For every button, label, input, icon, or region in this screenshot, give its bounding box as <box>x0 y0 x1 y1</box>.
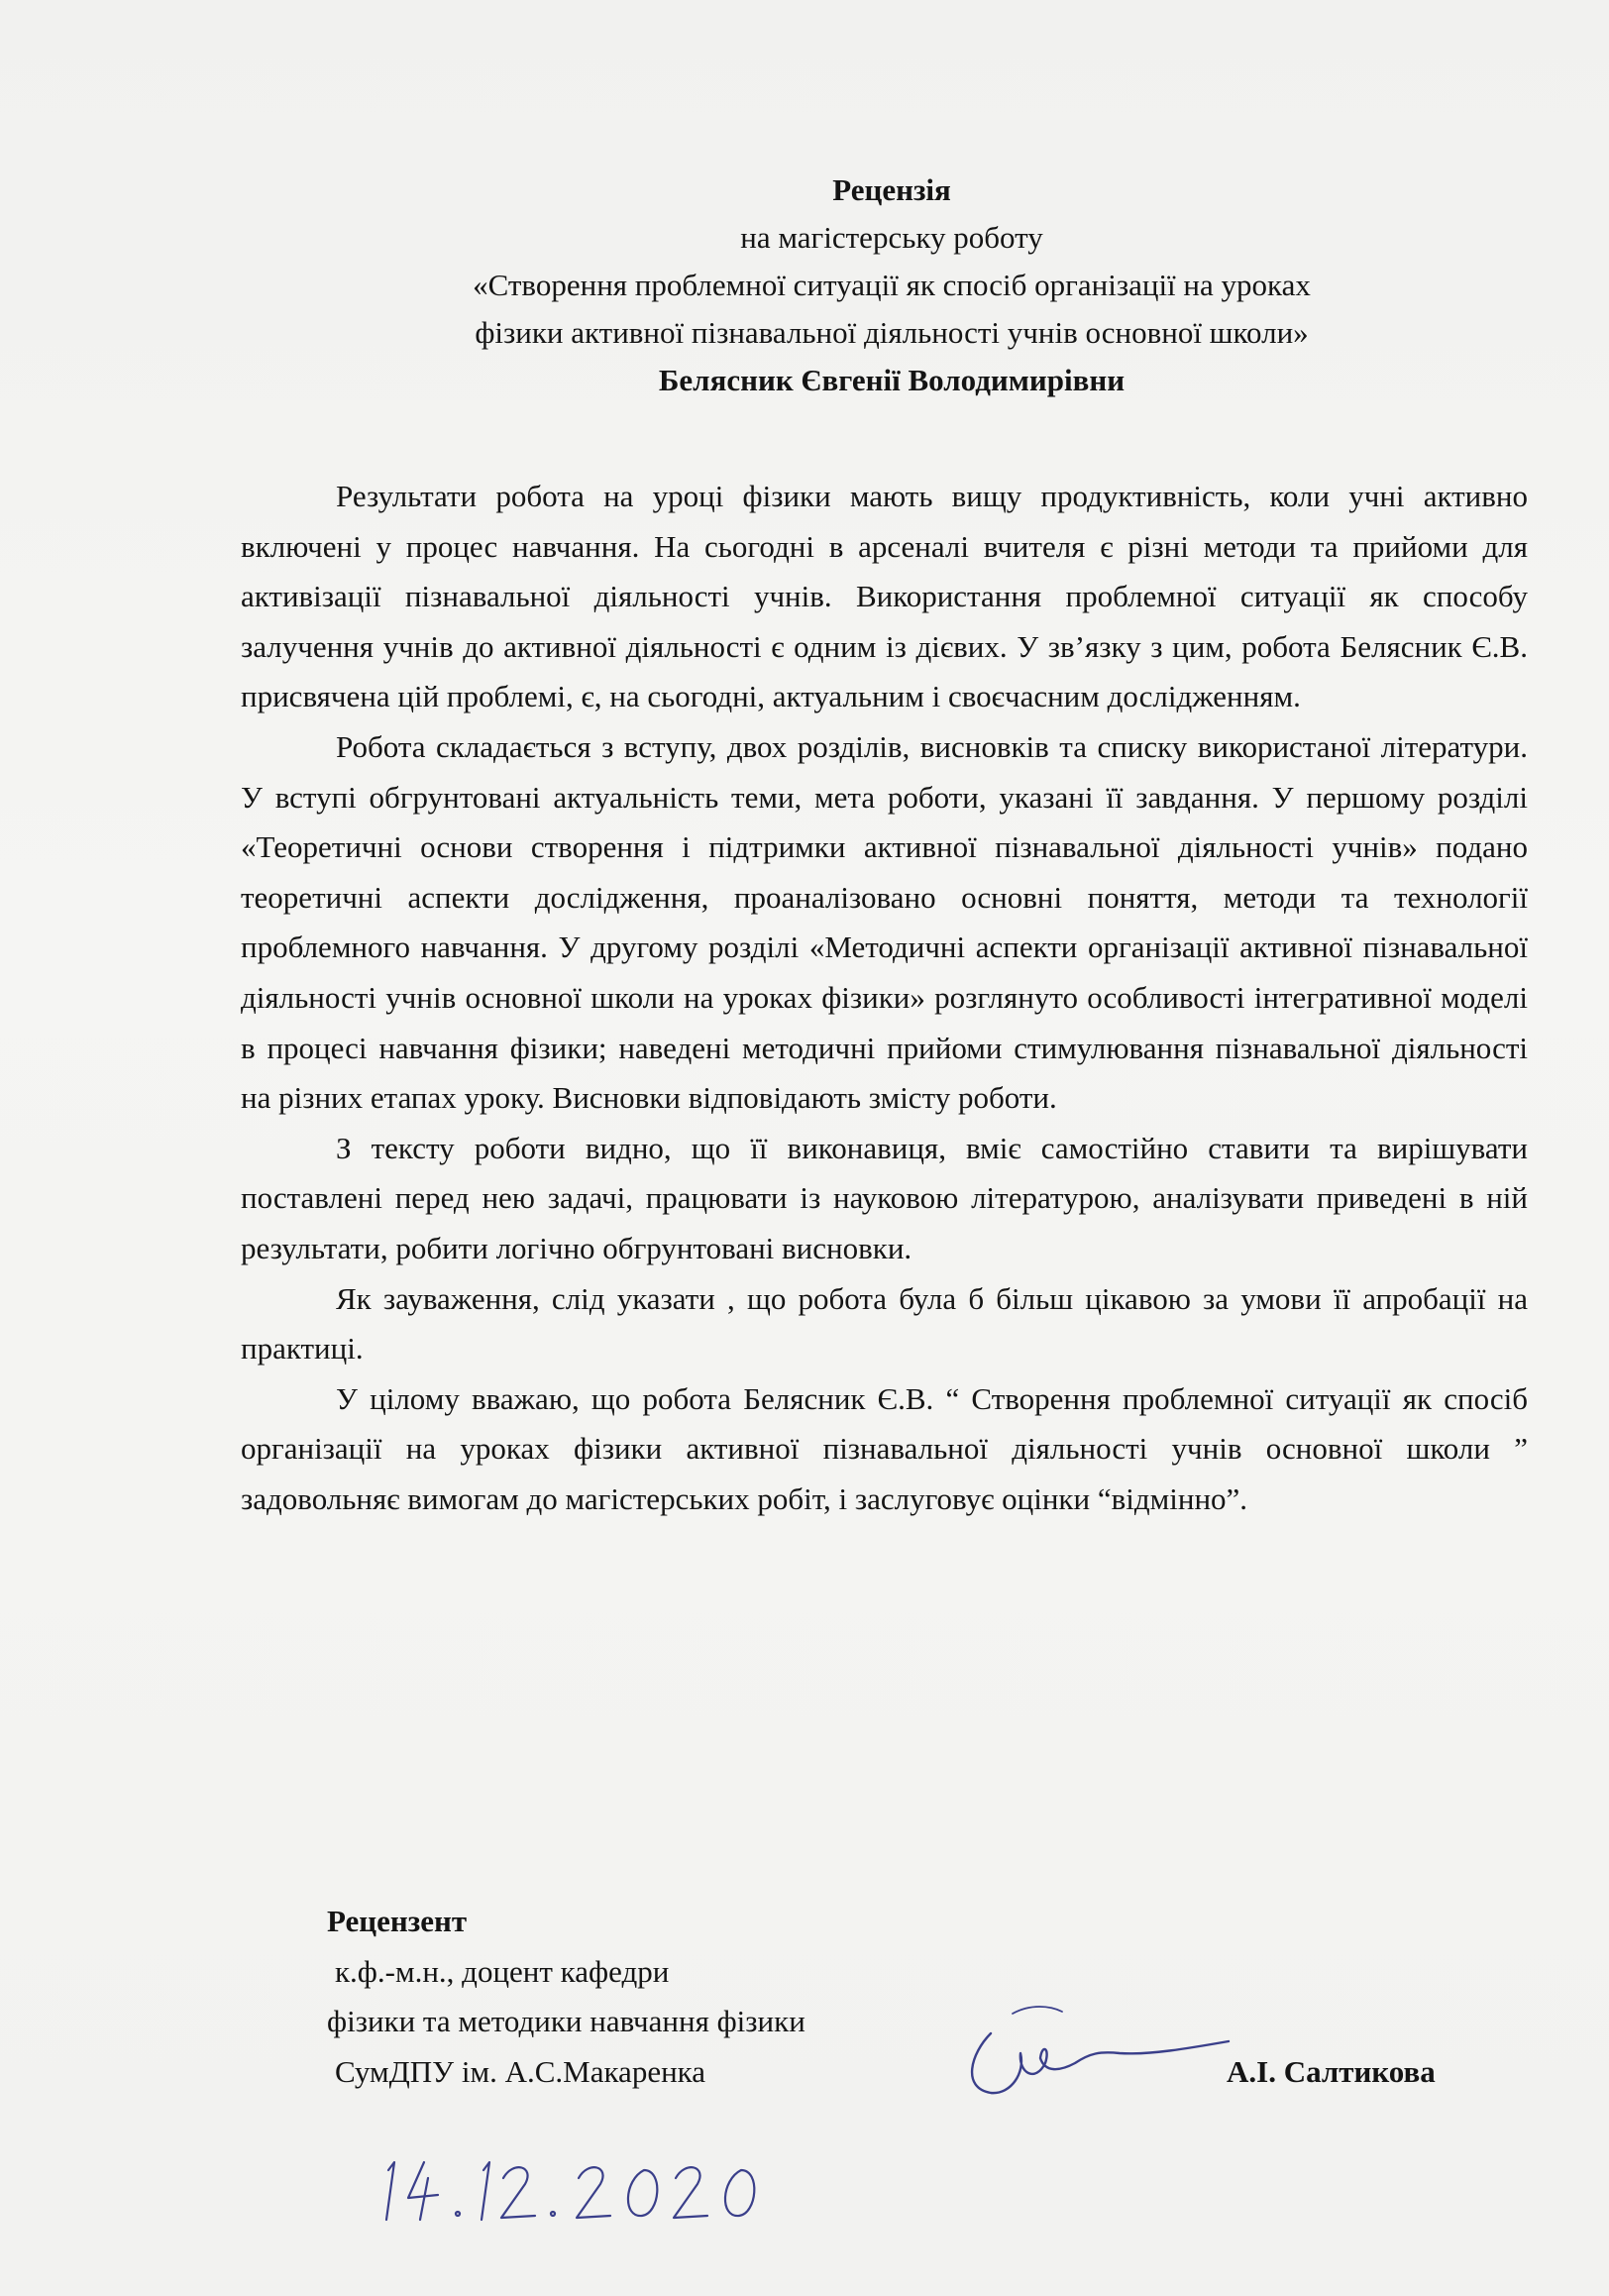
document-title: Рецензія <box>832 172 951 207</box>
review-body <box>241 472 1528 1524</box>
paragraph-structure: Робота складається з вступу, двох розділів, висновків та списку використаної літератури. У вступі обгрунтовані актуальність теми, мета роботи, указані її завдання. У першому розділі «Теоретичні основи створення і підтримки активної пізнавальної діяльності учнів» подано теоретичні аспекти дослідження, проаналізовано основні поняття, методи та технології проблемного навчання. У другому розділі «Методичні аспекти організації активної пізнавальної діяльності учнів основної школи на уроках фізики» розглянуто особливості інтегративної моделі в процесі навчання фізики; наведені методичні прийоми стимулювання пізнавальної діяльності на різних етапах уроку. Висновки відповідають змісту роботи. <box>241 728 1528 1116</box>
paragraph-remarks: Як зауваження, слід указати , що робота була б більш цікавою за умови її апробації на практиці. <box>241 1280 1528 1367</box>
reviewer-department: фізики та методики навчання фізики <box>327 2004 805 2039</box>
thesis-title-line-1: «Створення проблемної ситуації як спосіб організації на уроках <box>473 268 1311 302</box>
reviewer-name: А.І. Салтикова <box>1227 2054 1436 2089</box>
paragraph-relevance: Результати робота на уроці фізики мають вищу продуктивність, коли учні активно включені у процес навчання. На сьогодні в арсеналі вчителя є різні методи та прийоми для активізації пізнавальної діяльності учнів. Використання проблемної ситуації як способу залучення учнів до активної діяльності є одним із дієвих. У зв’язку з цим, робота Белясник Є.В. присвячена цій проблемі, є, на сьогодні, актуальним і своєчасним дослідженням. <box>241 479 1528 714</box>
thesis-title-line-2: фізики активної пізнавальної діяльності учнів основної школи» <box>475 315 1309 350</box>
reviewer-block <box>327 1897 805 2097</box>
paragraph-conclusion: У цілому вважаю, що робота Белясник Є.В. “ Створення проблемної ситуації як спосіб організації на уроках фізики активної пізнавальної діяльності учнів основної школи ” задовольняє вимогам до магістерських робіт, і заслуговує оцінки “відмінно”. <box>241 1380 1528 1516</box>
review-header <box>297 166 1486 404</box>
paragraph-skills: З тексту роботи видно, що її виконавиця, вміє самостійно ставити та вирішувати поставлені перед нею задачі, працювати із науковою літературою, аналізувати приведені в ній результати, робити логічно обгрунтовані висновки. <box>241 1130 1528 1265</box>
signature-image <box>951 1994 1238 2103</box>
handwritten-date-image <box>376 2140 773 2230</box>
reviewer-university: СумДПУ ім. А.С.Макаренка <box>335 2053 706 2089</box>
reviewer-role: Рецензент <box>327 1904 468 1938</box>
subtitle-line: на магістерську роботу <box>740 220 1043 255</box>
author-name: Белясник Євгенії Володимирівни <box>658 363 1126 397</box>
reviewer-degree: к.ф.-м.н., доцент кафедри <box>335 1953 670 1989</box>
